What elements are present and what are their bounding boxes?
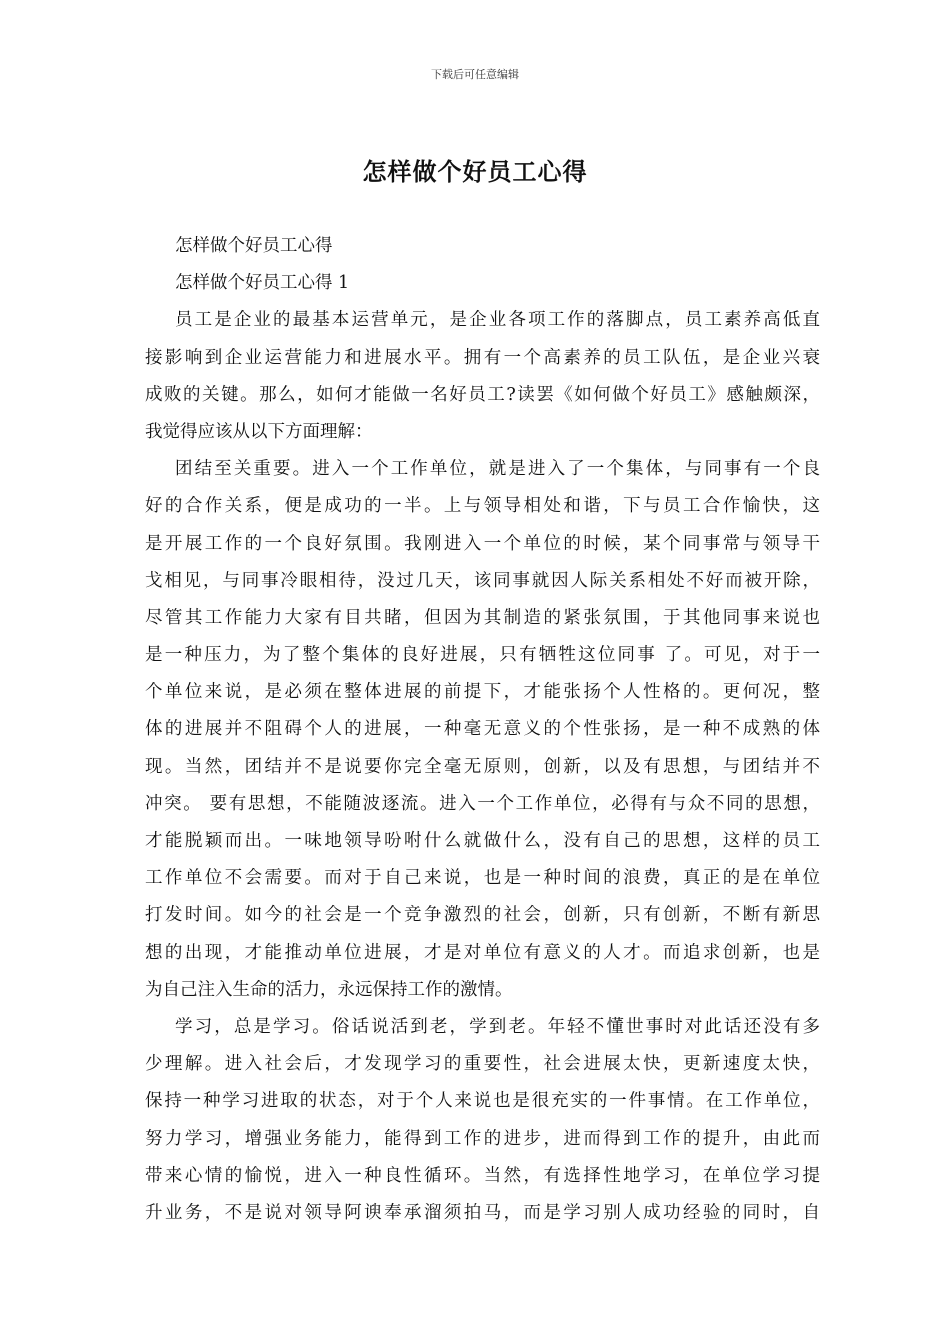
text-line: 努力学习，增强业务能力，能得到工作的进步，进而得到工作的提升，由此而 xyxy=(145,1128,820,1149)
text-line: 成败的关键。那么，如何才能做一名好员工?读罢《如何做个好员工》感触颇深， xyxy=(145,384,820,405)
text-line: 带来心情的愉悦，进入一种良性循环。当然，有选择性地学习，在单位学习提 xyxy=(145,1165,820,1186)
text-line: 为自己注入生命的活力，永远保持工作的激情。 xyxy=(145,979,513,1000)
text-line: 是开展工作的一个良好氛围。我刚进入一个单位的时候，某个同事常与领导干 xyxy=(145,533,820,554)
text-line: 升业务，不是说对领导阿谀奉承溜须拍马，而是学习别人成功经验的同时，自 xyxy=(145,1202,820,1223)
text-line: 我觉得应该从以下方面理解： xyxy=(145,421,373,442)
text-line: 才能脱颖而出。一味地领导吩咐什么就做什么，没有自己的思想，这样的员工 xyxy=(145,831,820,851)
text-line: 现。当然，团结并不是说要你完全毫无原则，创新，以及有思想，与团结并不 xyxy=(145,756,820,777)
header-note: 下载后可任意编辑 xyxy=(431,68,519,81)
text-line: 员工是企业的最基本运营单元，是企业各项工作的落脚点，员工素养高低直 xyxy=(175,310,820,331)
text-line: 少理解。进入社会后，才发现学习的重要性，社会进展太快，更新速度太快， xyxy=(145,1054,820,1075)
text-line: 怎样做个好员工心得 xyxy=(175,236,333,256)
text-line: 接影响到企业运营能力和进展水平。拥有一个高素养的员工队伍，是企业兴衰 xyxy=(145,347,820,368)
text-line: 怎样做个好员工心得 1 xyxy=(175,273,350,294)
text-line: 冲突。 要有思想，不能随波逐流。进入一个工作单位，必得有与众不同的思想， xyxy=(145,793,820,814)
document-title: 怎样做个好员工心得 xyxy=(362,157,588,186)
text-line: 想的出现，才能推动单位进展，才是对单位有意义的人才。而追求创新，也是 xyxy=(145,942,820,963)
text-line: 好的合作关系，便是成功的一半。上与领导相处和谐，下与员工合作愉快，这 xyxy=(145,496,820,517)
text-line: 个单位来说，是必须在整体进展的前提下，才能张扬个人性格的。更何况，整 xyxy=(145,682,820,703)
text-line: 团结至关重要。进入一个工作单位，就是进入了一个集体，与同事有一个良 xyxy=(175,459,820,480)
text-line: 保持一种学习进取的状态，对于个人来说也是很充实的一件事情。在工作单位， xyxy=(145,1091,820,1112)
text-line: 是一种压力，为了整个集体的良好进展，只有牺牲这位同事 了。可见，对于一 xyxy=(145,645,820,666)
document-body xyxy=(145,228,820,1232)
text-line: 工作单位不会需要。而对于自己来说，也是一种时间的浪费，真正的是在单位 xyxy=(145,868,820,889)
text-line: 戈相见，与同事冷眼相待，没过几天，该同事就因人际关系相处不好而被开除， xyxy=(145,570,820,591)
text-line: 学习，总是学习。俗话说活到老，学到老。年轻不懂世事时对此话还没有多 xyxy=(175,1016,820,1037)
text-line: 打发时间。如今的社会是一个竞争激烈的社会，创新，只有创新，不断有新思 xyxy=(145,905,820,926)
text-line: 尽管其工作能力大家有目共睹，但因为其制造的紧张氛围，于其他同事来说也 xyxy=(145,607,820,628)
text-line: 体的进展并不阻碍个人的进展，一种毫无意义的个性张扬，是一种不成熟的体 xyxy=(145,719,820,740)
